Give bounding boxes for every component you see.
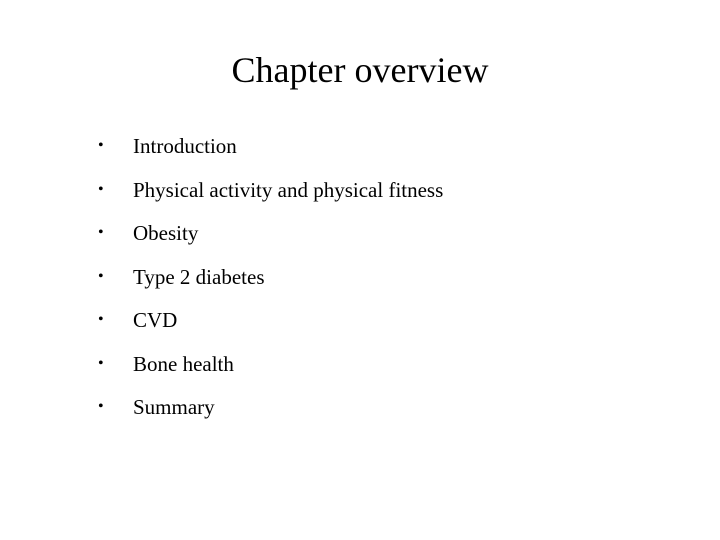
- bullet-icon: •: [98, 398, 104, 415]
- bullet-icon: •: [98, 311, 104, 328]
- bullet-icon: •: [98, 224, 104, 241]
- list-item-label: Obesity: [133, 221, 199, 245]
- list-item-label: Introduction: [133, 134, 237, 158]
- slide-title: Chapter overview: [231, 50, 489, 90]
- list-item-label: Physical activity and physical fitness: [133, 177, 444, 202]
- bullet-icon: •: [98, 354, 104, 372]
- list-item-label: CVD: [133, 308, 178, 332]
- bullet-icon: •: [98, 267, 104, 285]
- list-item-label: Type 2 diabetes: [133, 264, 265, 289]
- bullet-icon: •: [98, 137, 104, 154]
- list-item-label: Bone health: [133, 351, 234, 376]
- bullet-icon: •: [98, 180, 104, 198]
- list-item-label: Summary: [133, 395, 215, 419]
